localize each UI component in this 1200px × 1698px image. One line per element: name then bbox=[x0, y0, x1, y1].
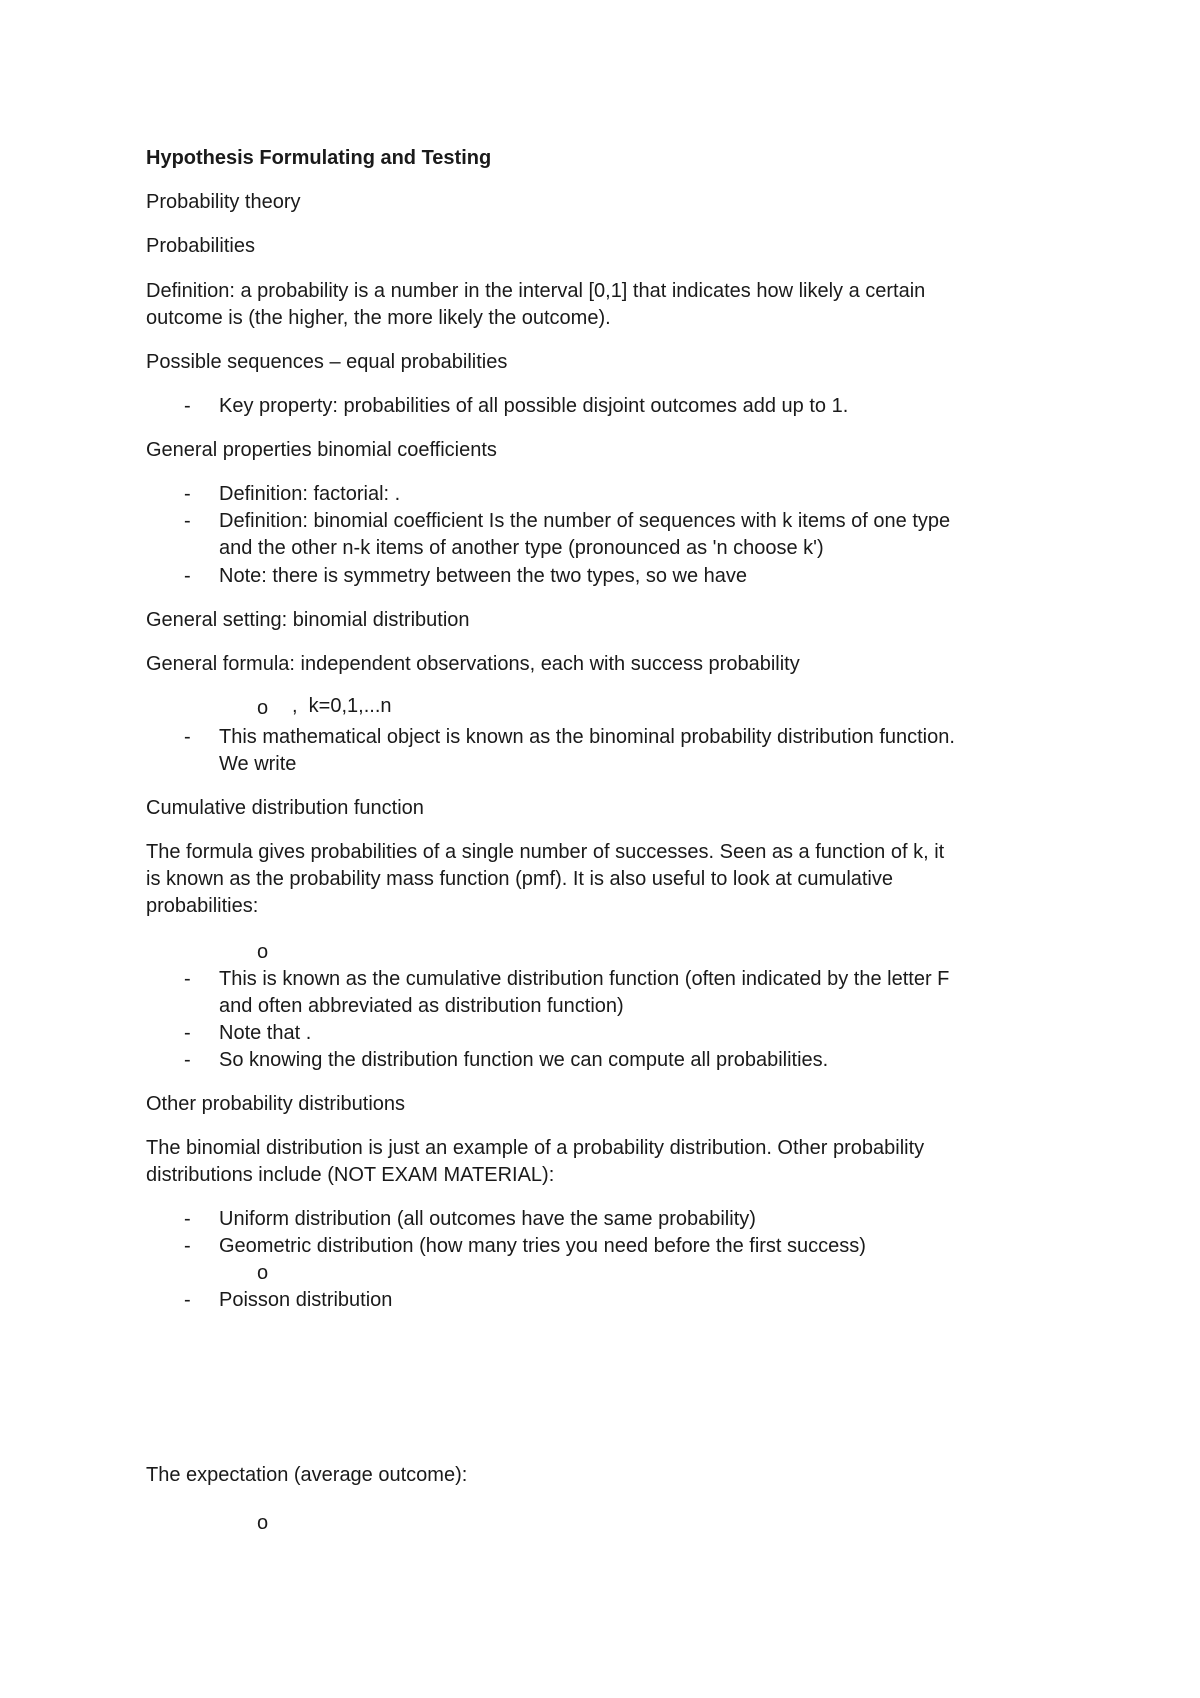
bullet-def-binom-line-1: Definition: binomial coefficient Is the number of sequences with k items of one type bbox=[219, 510, 951, 532]
heading-general-properties: General properties binomial coefficients bbox=[146, 439, 497, 461]
bullet-dash: - bbox=[184, 1289, 191, 1311]
document-title: Hypothesis Formulating and Testing bbox=[146, 147, 492, 169]
bullet-dash: - bbox=[184, 1235, 191, 1257]
bullet-so-knowing: So knowing the distribution function we can compute all probabilities. bbox=[219, 1049, 829, 1071]
bullet-dash: - bbox=[184, 483, 191, 505]
bullet-cdf-known-line-1: This is known as the cumulative distribution function (often indicated by the letter F bbox=[219, 968, 950, 990]
bullet-dash: - bbox=[184, 1022, 191, 1044]
bullet-dash: - bbox=[184, 510, 191, 532]
definition-line-1: Definition: a probability is a number in the interval [0,1] that indicates how likely a certain bbox=[146, 280, 926, 302]
formula-k-range: , k=0,1,...n bbox=[292, 695, 392, 717]
other-paragraph-line-1: The binomial distribution is just an example of a probability distribution. Other probability bbox=[146, 1137, 925, 1159]
sub-bullet-circle: o bbox=[257, 1512, 269, 1534]
bullet-poisson: Poisson distribution bbox=[219, 1289, 393, 1311]
heading-general-setting: General setting: binomial distribution bbox=[146, 609, 470, 631]
bullet-dash: - bbox=[184, 1049, 191, 1071]
bullet-cdf-known-line-2: and often abbreviated as distribution function) bbox=[219, 995, 624, 1017]
sub-bullet-circle: o bbox=[257, 941, 269, 963]
bullet-note-symmetry: Note: there is symmetry between the two types, so we have bbox=[219, 565, 748, 587]
heading-possible-sequences: Possible sequences – equal probabilities bbox=[146, 351, 508, 373]
heading-probabilities: Probabilities bbox=[146, 235, 255, 257]
bullet-dash: - bbox=[184, 395, 191, 417]
bullet-note-that: Note that . bbox=[219, 1022, 312, 1044]
bullet-key-property: Key property: probabilities of all possible disjoint outcomes add up to 1. bbox=[219, 395, 849, 417]
bullet-geometric: Geometric distribution (how many tries you need before the first success) bbox=[219, 1235, 866, 1257]
expectation-text: The expectation (average outcome): bbox=[146, 1464, 468, 1486]
cdf-paragraph-line-1: The formula gives probabilities of a single number of successes. Seen as a function of k, it bbox=[146, 841, 945, 863]
other-paragraph-line-2: distributions include (NOT EXAM MATERIAL): bbox=[146, 1164, 555, 1186]
bullet-dash: - bbox=[184, 1208, 191, 1230]
cdf-paragraph-line-3: probabilities: bbox=[146, 895, 259, 917]
bullet-binominal-line-1: This mathematical object is known as the binominal probability distribution function. bbox=[219, 726, 955, 748]
heading-cdf: Cumulative distribution function bbox=[146, 797, 424, 819]
bullet-dash: - bbox=[184, 968, 191, 990]
heading-other-distributions: Other probability distributions bbox=[146, 1093, 406, 1115]
bullet-dash: - bbox=[184, 726, 191, 748]
bullet-def-factorial: Definition: factorial: . bbox=[219, 483, 401, 505]
bullet-binominal-line-2: We write bbox=[219, 753, 297, 775]
sub-bullet-circle: o bbox=[257, 697, 269, 719]
bullet-def-binom-line-2: and the other n-k items of another type (pronounced as 'n choose k') bbox=[219, 537, 824, 559]
sub-bullet-circle: o bbox=[257, 1262, 269, 1284]
bullet-uniform: Uniform distribution (all outcomes have the same probability) bbox=[219, 1208, 756, 1230]
cdf-paragraph-line-2: is known as the probability mass function (pmf). It is also useful to look at cumulative bbox=[146, 868, 894, 890]
heading-probability-theory: Probability theory bbox=[146, 191, 301, 213]
definition-line-2: outcome is (the higher, the more likely the outcome). bbox=[146, 307, 611, 329]
general-formula-text: General formula: independent observations, each with success probability bbox=[146, 653, 800, 675]
bullet-dash: - bbox=[184, 565, 191, 587]
